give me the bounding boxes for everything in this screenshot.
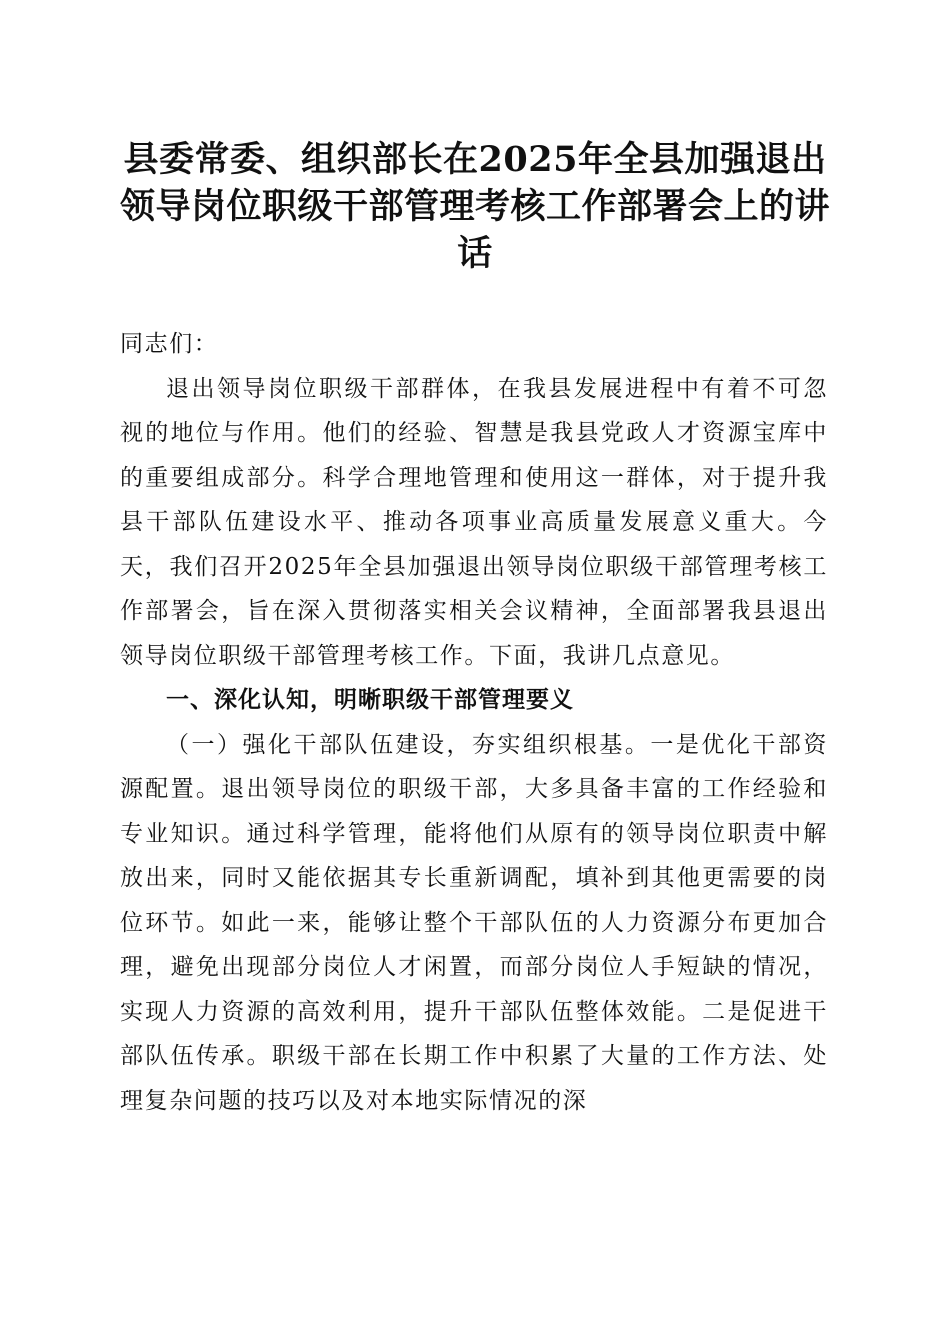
section-heading-1: 一、深化认知，明晰职级干部管理要义 xyxy=(166,687,574,713)
salutation: 同志们： xyxy=(120,331,219,357)
document-body xyxy=(120,322,828,1123)
paragraph-section-1-1: （一）强化干部队伍建设，夯实组织根基。一是优化干部资源配置。退出领导岗位的职级干部，大多具备丰富的工作经验和专业知识。通过科学管理，能将他们从原有的领导岗位职责中解放出来，同时又能依据其专长重新调配，填补到其他更需要的岗位环节。如此一来，能够让整个干部队伍的人力资源分布更加合理，避免出现部分岗位人才闲置，而部分岗位人手短缺的情况，实现人力资源的高效利用，提升干部队伍整体效能。二是促进干部队伍传承。职级干部在长期工作中积累了大量的工作方法、处理复杂问题的技巧以及对本地实际情况的深 xyxy=(120,731,828,1114)
document-title: 县委常委、组织部长在2025年全县加强退出领导岗位职级干部管理考核工作部署会上的讲话 xyxy=(120,139,831,274)
paragraph-intro: 退出领导岗位职级干部群体，在我县发展进程中有着不可忽视的地位与作用。他们的经验、智慧是我县党政人才资源宝库中的重要组成部分。科学合理地管理和使用这一群体，对于提升我县干部队伍建设水平、推动各项事业高质量发展意义重大。今天，我们召开2025年全县加强退出领导岗位职级干部管理考核工作部署会，旨在深入贯彻落实相关会议精神，全面部署我县退出领导岗位职级干部管理考核工作。下面，我讲几点意见。 xyxy=(120,375,828,669)
